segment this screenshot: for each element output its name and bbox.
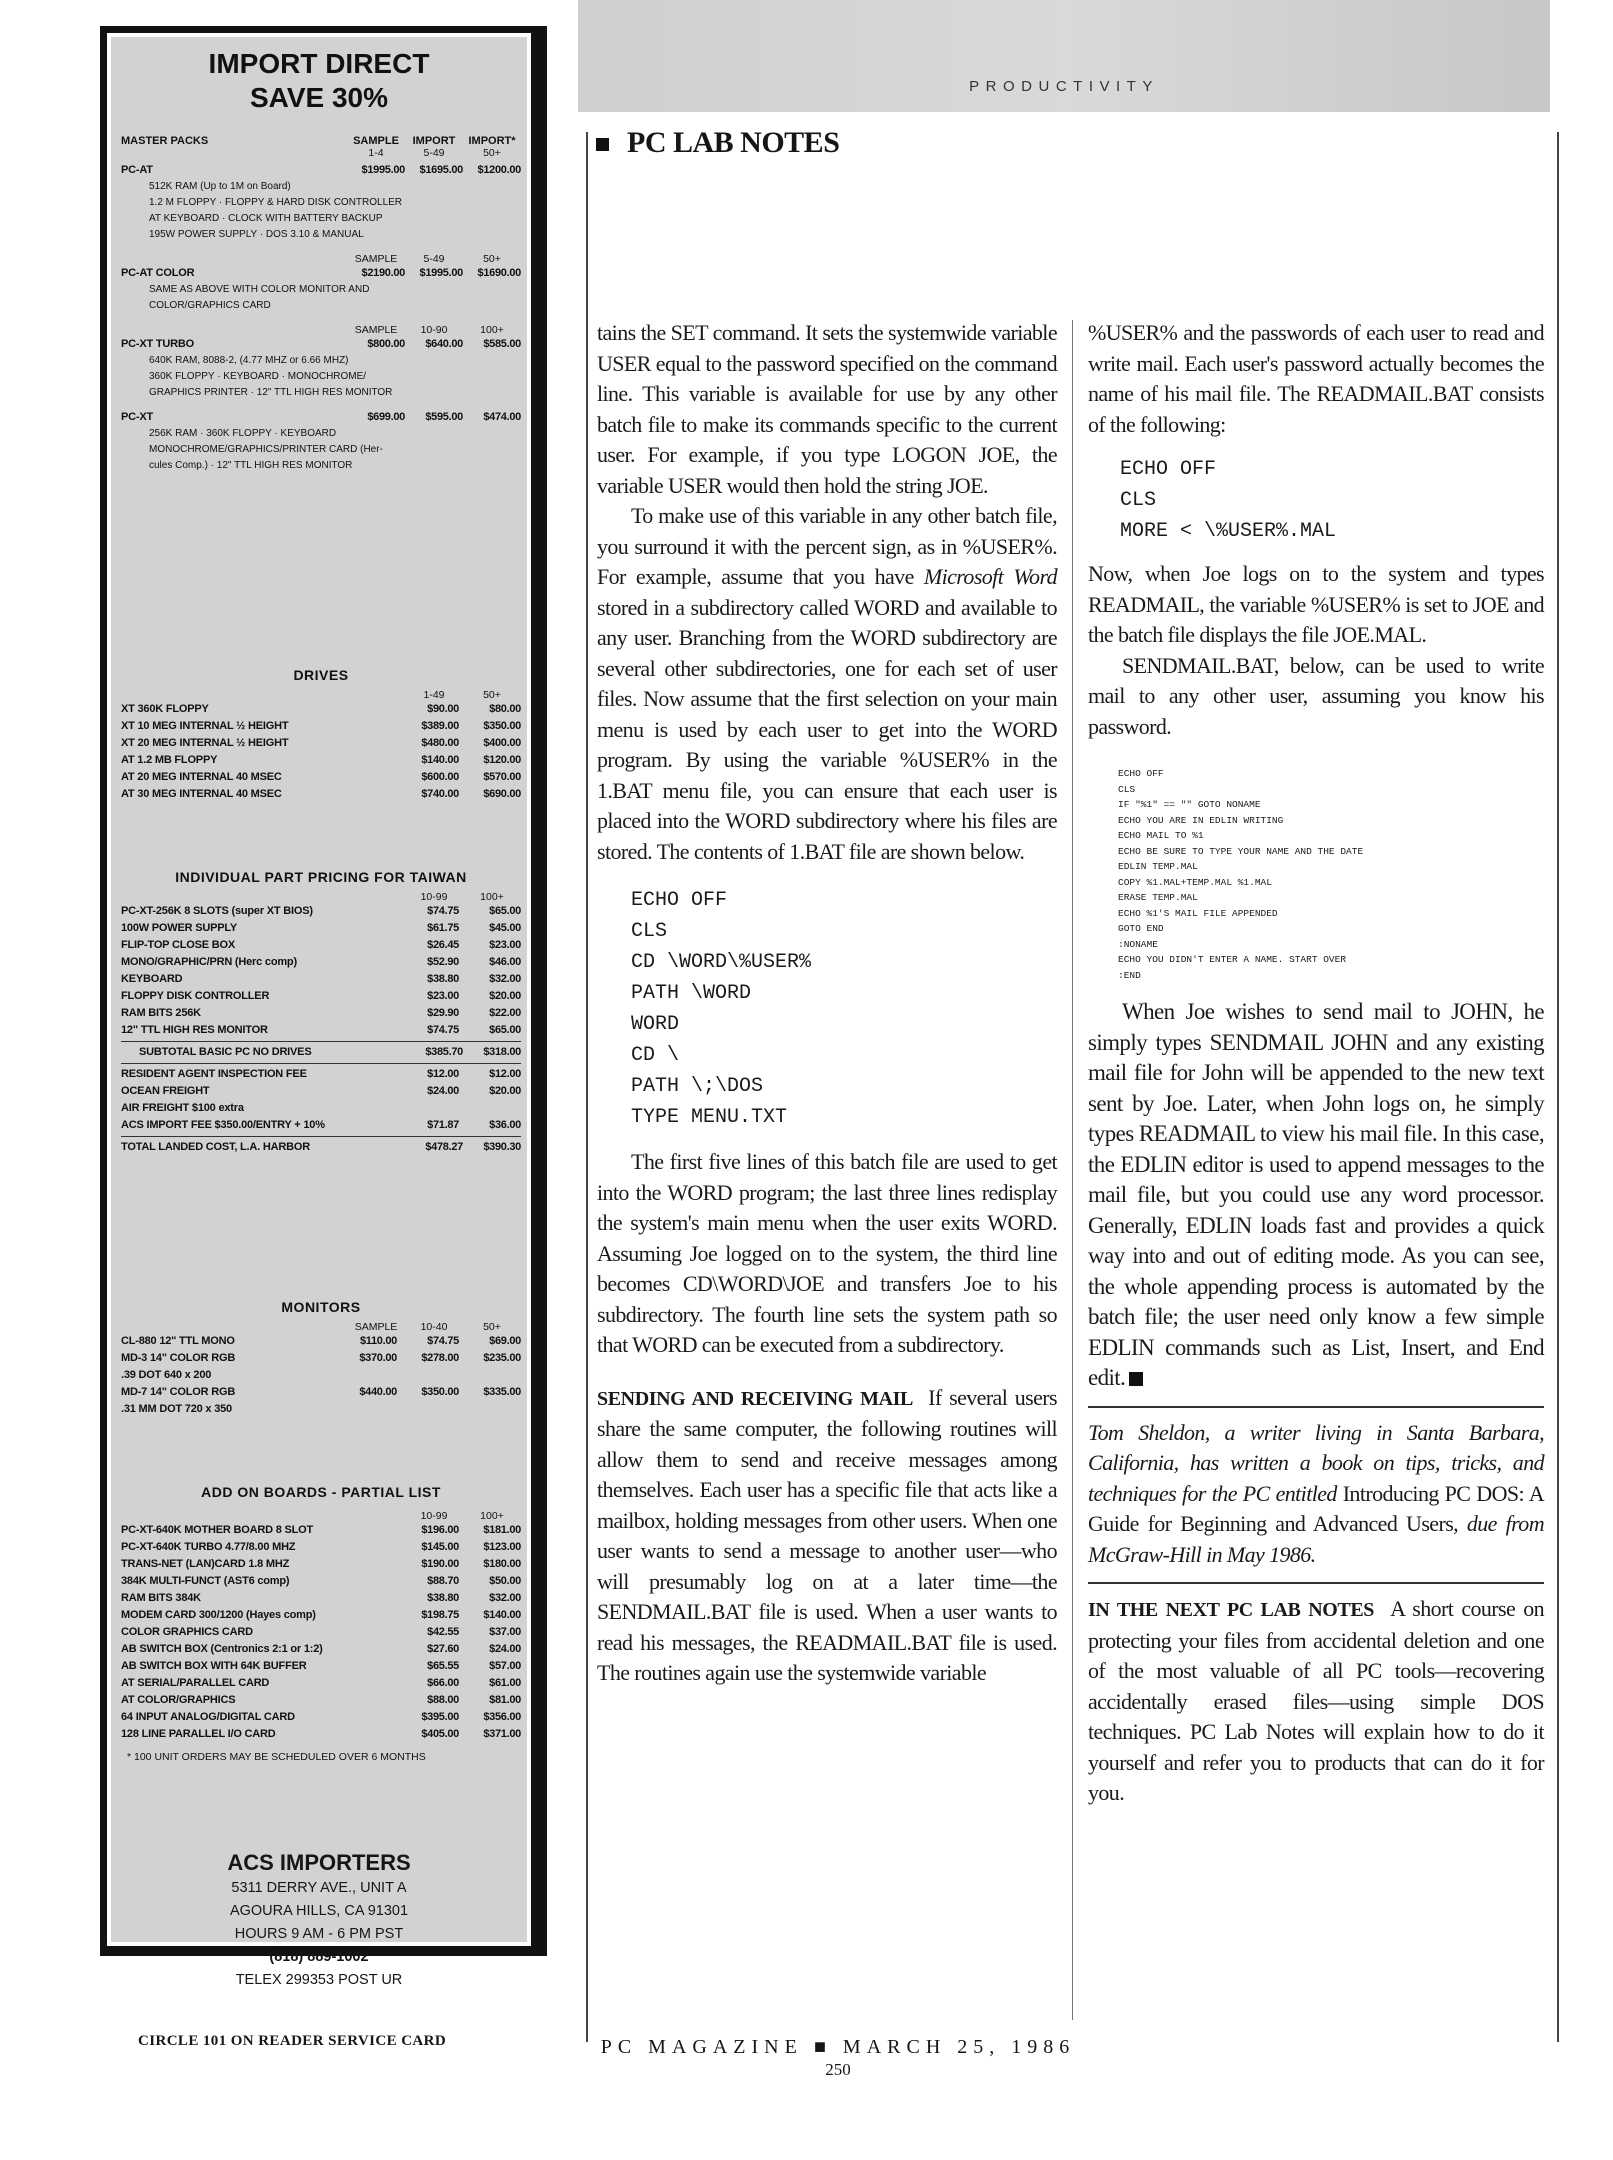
price: $318.00 xyxy=(483,1046,521,1058)
price-row xyxy=(121,1333,521,1350)
item-name: TRANS-NET (LAN)CARD 1.8 MHZ xyxy=(121,1558,290,1570)
end-mark-icon xyxy=(1129,1372,1143,1386)
paragraph: tains the SET command. It sets the systemwide variable USER equal to the password specified on the command line. This variable is available for use by any other batch file to make its commands specific to the current user. For example, if you type LOGON JOE, the variable USER would then hold the string JOE. xyxy=(597,320,1057,498)
qty-col2: 5-49 xyxy=(423,147,445,159)
qty-header xyxy=(121,324,521,336)
product-desc: 512K RAM (Up to 1M on Board) xyxy=(149,181,291,192)
item-name: XT 20 MEG INTERNAL ½ HEIGHT xyxy=(121,737,289,749)
price: $42.55 xyxy=(427,1626,459,1638)
price: $20.00 xyxy=(489,1085,521,1097)
price-row xyxy=(121,1522,521,1539)
price: $38.80 xyxy=(427,1592,459,1604)
price: $235.00 xyxy=(483,1352,521,1364)
header-label: MASTER PACKS xyxy=(121,135,209,147)
price-row xyxy=(121,718,521,735)
qty-col2: 10-90 xyxy=(420,324,448,336)
item-name: MD-3 14" COLOR RGB xyxy=(121,1352,236,1364)
item-name: KEYBOARD xyxy=(121,973,183,985)
price-row xyxy=(121,1692,521,1709)
drives-qty xyxy=(121,689,521,701)
qty-col1: SAMPLE xyxy=(354,324,398,336)
qty-col1: 1-4 xyxy=(368,147,384,159)
price: $1995.00 xyxy=(361,164,405,176)
item-name: AT 1.2 MB FLOPPY xyxy=(121,754,218,766)
item-name: AT 30 MEG INTERNAL 40 MSEC xyxy=(121,788,282,800)
price-row xyxy=(121,1607,521,1624)
price: $74.75 xyxy=(427,1024,459,1036)
price: $120.00 xyxy=(483,754,521,766)
product-desc: cules Comp.) · 12" TTL HIGH RES MONITOR xyxy=(149,460,353,471)
price-row xyxy=(121,1624,521,1641)
company-name: ACS IMPORTERS xyxy=(227,1850,411,1875)
product-row xyxy=(121,409,521,426)
subtotal-label: SUBTOTAL BASIC PC NO DRIVES xyxy=(139,1046,312,1058)
price: $36.00 xyxy=(489,1119,521,1131)
addon-title: ADD ON BOARDS - PARTIAL LIST xyxy=(201,1484,441,1500)
company-city: AGOURA HILLS, CA 91301 xyxy=(229,1903,409,1919)
text-run: stored in a subdirectory called WORD and available to any user. Branching from the WORD subdirectory are several other subdirectories, one for each set of user files. Now assume that the first selection on your main menu is used by each user to get into the WORD program. By using the variable %USER% in the 1.BAT menu file, you can ensure that each user is placed into the WORD subdirectory where his files are stored. The contents of 1.BAT file are shown below. xyxy=(597,594,1057,864)
product-desc: COLOR/GRAPHICS CARD xyxy=(149,300,271,311)
reader-service-note: CIRCLE 101 ON READER SERVICE CARD xyxy=(138,2033,447,2049)
price: $440.00 xyxy=(359,1386,397,1398)
qty-col2: 50+ xyxy=(483,689,501,701)
price-row xyxy=(121,988,521,1005)
price: $385.70 xyxy=(425,1046,463,1058)
item-name: 64 INPUT ANALOG/DIGITAL CARD xyxy=(121,1711,295,1723)
price: $1200.00 xyxy=(477,164,521,176)
taiwan-title: INDIVIDUAL PART PRICING FOR TAIWAN xyxy=(175,869,467,885)
qty-col1: 10-99 xyxy=(420,891,448,903)
product-row xyxy=(121,265,521,282)
product-desc: 360K FLOPPY · KEYBOARD · MONOCHROME/ xyxy=(149,371,367,382)
paragraph: %USER% and the passwords of each user to read and write mail. Each user's password actually becomes the name of his mail file. The READMAIL.BAT consists of the following: xyxy=(1088,320,1544,437)
qty-col1: 10-99 xyxy=(420,1510,448,1522)
item-name: AIR FREIGHT $100 extra xyxy=(121,1102,244,1114)
header-col2: IMPORT xyxy=(412,135,456,147)
text-run: When Joe wishes to send mail to JOHN, he simply types SENDMAIL JOHN and any existing mail file for John will be appended to the new text sent by Joe. Later, when John logs on, he simply types READMAIL to view his mail file. In this case, the EDLIN editor is used to append messages to the mail file, but you could use any word processor. Generally, EDLIN loads fast and provides a quick way into and out of editing mode. As you can see, the whole appending process is automated by the batch file; the user need only know a few simple EDLIN commands such as List, Insert, and End edit. xyxy=(1088,999,1544,1390)
price: $740.00 xyxy=(421,788,459,800)
price-row xyxy=(121,1022,521,1039)
item-name: ACS IMPORT FEE $350.00/ENTRY + 10% xyxy=(121,1119,325,1131)
paragraph xyxy=(1088,997,1544,1394)
price: $595.00 xyxy=(425,411,463,423)
price: $390.30 xyxy=(483,1141,521,1153)
price: $600.00 xyxy=(421,771,459,783)
price-row xyxy=(121,1117,521,1134)
price: $335.00 xyxy=(483,1386,521,1398)
item-name: MD-7 14" COLOR RGB xyxy=(121,1386,236,1398)
item-name: FLIP-TOP CLOSE BOX xyxy=(121,939,235,951)
price: $350.00 xyxy=(421,1386,459,1398)
price-row xyxy=(121,786,521,803)
item-name: AT 20 MEG INTERNAL 40 MSEC xyxy=(121,771,282,783)
price-row xyxy=(121,1641,521,1658)
article-column-1 xyxy=(597,318,1057,1689)
item-name: PC-XT-640K TURBO 4.77/8.00 MHZ xyxy=(121,1541,296,1553)
qty-col1: SAMPLE xyxy=(354,253,398,265)
item-name: 12" TTL HIGH RES MONITOR xyxy=(121,1024,268,1036)
product-row xyxy=(121,162,521,179)
product-name: PC-AT COLOR xyxy=(121,267,195,279)
price: $585.00 xyxy=(483,338,521,350)
fees-list xyxy=(121,1066,521,1134)
item-name: CL-880 12" TTL MONO xyxy=(121,1335,235,1347)
price: $395.00 xyxy=(421,1711,459,1723)
magazine-footer: PC MAGAZINE ■ MARCH 25, 1986 xyxy=(600,2036,1076,2058)
item-name: FLOPPY DISK CONTROLLER xyxy=(121,990,270,1002)
qty-col2: 100+ xyxy=(480,891,504,903)
qty-col1: 1-49 xyxy=(423,689,445,701)
price-row xyxy=(121,971,521,988)
text-run: To make use of this variable in any other batch file, you surround it with the percent sign, as in %USER%. For example, assume that you have xyxy=(597,503,1057,589)
price-row xyxy=(121,1590,521,1607)
header-col3: IMPORT* xyxy=(468,135,516,147)
monitors-title: MONITORS xyxy=(281,1299,361,1315)
paragraph: Now, when Joe logs on to the system and types READMAIL, the variable %USER% is set to JOE and the batch file displays the file JOE.MAL. xyxy=(1088,561,1544,647)
company-phone: (818) 889-1002 xyxy=(269,1949,369,1965)
price: $32.00 xyxy=(489,1592,521,1604)
price-row xyxy=(121,1367,521,1384)
article-column-2 xyxy=(1088,318,1544,1809)
product-desc: 195W POWER SUPPLY · DOS 3.10 & MANUAL xyxy=(149,229,364,240)
item-name: XT 10 MEG INTERNAL ½ HEIGHT xyxy=(121,720,289,732)
price: $65.00 xyxy=(489,905,521,917)
price-row xyxy=(121,1726,521,1743)
price: $140.00 xyxy=(421,754,459,766)
price: $88.00 xyxy=(427,1694,459,1706)
price: $74.75 xyxy=(427,905,459,917)
price: $400.00 xyxy=(483,737,521,749)
monitors-list xyxy=(121,1333,521,1418)
item-name: AB SWITCH BOX WITH 64K BUFFER xyxy=(121,1660,307,1672)
total-label: TOTAL LANDED COST, L.A. HARBOR xyxy=(121,1141,310,1153)
product-name: PC-AT xyxy=(121,164,153,176)
company-address: 5311 DERRY AVE., UNIT A xyxy=(231,1880,407,1896)
price: $640.00 xyxy=(425,338,463,350)
price: $88.70 xyxy=(427,1575,459,1587)
product-desc: AT KEYBOARD · CLOCK WITH BATTERY BACKUP xyxy=(149,213,383,224)
price: $181.00 xyxy=(483,1524,521,1536)
item-name: .31 MM DOT 720 x 350 xyxy=(121,1403,232,1415)
price: $480.00 xyxy=(421,737,459,749)
item-name: OCEAN FREIGHT xyxy=(121,1085,210,1097)
price-row xyxy=(121,1384,521,1401)
total-row xyxy=(121,1139,521,1156)
product-desc: 1.2 M FLOPPY · FLOPPY & HARD DISK CONTROLLER xyxy=(149,197,403,208)
product-desc: SAME AS ABOVE WITH COLOR MONITOR AND xyxy=(149,284,370,295)
price: $69.00 xyxy=(489,1335,521,1347)
author-bio xyxy=(1088,1418,1544,1571)
page-number: 250 xyxy=(825,2060,851,2079)
price: $12.00 xyxy=(427,1068,459,1080)
price: $356.00 xyxy=(483,1711,521,1723)
left-rule xyxy=(586,132,588,2042)
price: $38.80 xyxy=(427,973,459,985)
price: $190.00 xyxy=(421,1558,459,1570)
price: $61.00 xyxy=(489,1677,521,1689)
item-name: AB SWITCH BOX (Centronics 2:1 or 1:2) xyxy=(121,1643,323,1655)
product-desc: 256K RAM · 360K FLOPPY · KEYBOARD xyxy=(149,428,337,439)
drives-list xyxy=(121,701,521,803)
code-listing-readmail: ECHO OFF CLS MORE < \%USER%.MAL xyxy=(1120,458,1337,543)
price: $1995.00 xyxy=(419,267,463,279)
price: $570.00 xyxy=(483,771,521,783)
qty-col2: 5-49 xyxy=(423,253,445,265)
price-row xyxy=(121,903,521,920)
price: $81.00 xyxy=(489,1694,521,1706)
price-row xyxy=(121,1658,521,1675)
item-name: 128 LINE PARALLEL I/O CARD xyxy=(121,1728,276,1740)
monitors-section xyxy=(121,1299,521,1418)
price: $2190.00 xyxy=(361,267,405,279)
product-name: PC-XT TURBO xyxy=(121,338,194,350)
price-row xyxy=(121,752,521,769)
column-rule xyxy=(1072,320,1073,2020)
price-row xyxy=(121,1401,521,1418)
drives-section xyxy=(121,667,521,803)
price: $474.00 xyxy=(483,411,521,423)
price: $1690.00 xyxy=(477,267,521,279)
item-name: MODEM CARD 300/1200 (Hayes comp) xyxy=(121,1609,316,1621)
price: $65.00 xyxy=(489,1024,521,1036)
price: $140.00 xyxy=(483,1609,521,1621)
qty-col3: 50+ xyxy=(483,1321,501,1333)
text-run: If several users share the same computer, the following routines will allow them to send and receive messages among themselves. Each user has a specific file that acts like a mailbox, holding messages from other users. When one user wants to send a message to another user—who will presumably log on at a later time—the SENDMAIL.BAT file is used. When a user wants to read his messages, the READMAIL.BAT file is used. The routines again use the systemwide variable xyxy=(597,1384,1057,1685)
taiwan-qty xyxy=(121,891,521,903)
product-row xyxy=(121,336,521,353)
price: $20.00 xyxy=(489,990,521,1002)
text-run: Tom Sheldon, a writer living in Santa Barbara, California, has written a book on tips, tricks, and techniques for the PC entitled xyxy=(1088,1419,1544,1506)
qty-col3: 50+ xyxy=(483,147,501,159)
price: $57.00 xyxy=(489,1660,521,1672)
subtotal-row xyxy=(121,1044,521,1061)
item-name: MONO/GRAPHIC/PRN (Herc comp) xyxy=(121,956,297,968)
item-name: RESIDENT AGENT INSPECTION FEE xyxy=(121,1068,307,1080)
item-name: XT 360K FLOPPY xyxy=(121,703,209,715)
price: $370.00 xyxy=(359,1352,397,1364)
section-banner xyxy=(578,0,1550,112)
item-name: COLOR GRAPHICS CARD xyxy=(121,1626,253,1638)
price: $80.00 xyxy=(489,703,521,715)
product-desc: 640K RAM, 8088-2, (4.77 MHZ or 6.66 MHZ) xyxy=(149,355,349,366)
order-note: * 100 UNIT ORDERS MAY BE SCHEDULED OVER 6 MONTHS xyxy=(127,1751,426,1763)
master-packs-qty xyxy=(121,147,521,159)
title-bullet-icon xyxy=(596,138,609,151)
price: $45.00 xyxy=(489,922,521,934)
price: $52.90 xyxy=(427,956,459,968)
price-row xyxy=(121,954,521,971)
text-run: A short course on protecting your files from accidental deletion and one of the most valuable of all PC tools—recovering accidentally erased files—using simple DOS techniques. PC Lab Notes will explain how to do it yourself and refer you to products that can do it for you. xyxy=(1088,1596,1544,1805)
price: $180.00 xyxy=(483,1558,521,1570)
price-row xyxy=(121,1573,521,1590)
company-telex: TELEX 299353 POST UR xyxy=(235,1972,403,1988)
taiwan-list xyxy=(121,903,521,1039)
qty-header xyxy=(121,253,521,265)
price: $690.00 xyxy=(483,788,521,800)
item-name: RAM BITS 256K xyxy=(121,1007,201,1019)
price-row xyxy=(121,735,521,752)
price-row xyxy=(121,1350,521,1367)
price: $23.00 xyxy=(427,990,459,1002)
addon-section xyxy=(121,1484,521,1763)
item-name: 100W POWER SUPPLY xyxy=(121,922,238,934)
item-name: AT COLOR/GRAPHICS xyxy=(121,1694,236,1706)
item-name: RAM BITS 384K xyxy=(121,1592,201,1604)
company-hours: HOURS 9 AM - 6 PM PST xyxy=(234,1926,404,1942)
price-row xyxy=(121,1709,521,1726)
drives-title: DRIVES xyxy=(293,667,349,683)
price: $110.00 xyxy=(359,1335,397,1347)
import-direct-advertisement xyxy=(100,26,547,1988)
price-row xyxy=(121,701,521,718)
price-row xyxy=(121,1005,521,1022)
price: $50.00 xyxy=(489,1575,521,1587)
price: $12.00 xyxy=(489,1068,521,1080)
qty-col1: SAMPLE xyxy=(354,1321,398,1333)
master-packs-section xyxy=(121,135,521,474)
price: $123.00 xyxy=(483,1541,521,1553)
code-listing-sendmail: ECHO OFF CLS IF "%1" == "" GOTO NONAME ECHO YOU ARE IN EDLIN WRITING ECHO MAIL TO %1 ECHO BE SURE TO TYPE YOUR NAME AND THE DATE EDLIN TEMP.MAL COPY %1.MAL+TEMP.MAL %1.MAL ERASE TEMP.MAL ECHO %1'S MAIL FILE APPENDED GOTO END :NONAME ECHO YOU DIDN'T ENTER A NAME. START OVER :END xyxy=(1118,768,1364,981)
item-name: 384K MULTI-FUNCT (AST6 comp) xyxy=(121,1575,290,1587)
qty-col3: 100+ xyxy=(480,324,504,336)
ad-title xyxy=(111,47,527,115)
price: $26.45 xyxy=(427,939,459,951)
price-row xyxy=(121,937,521,954)
price: $37.00 xyxy=(489,1626,521,1638)
book-title: Introducing PC DOS: A Guide for Beginning and Advanced Users, xyxy=(1088,1480,1544,1536)
price: $278.00 xyxy=(421,1352,459,1364)
price-row xyxy=(121,1675,521,1692)
price: $145.00 xyxy=(421,1541,459,1553)
price-row xyxy=(121,1083,521,1100)
price: $90.00 xyxy=(427,703,459,715)
price: $71.87 xyxy=(427,1119,459,1131)
company-block xyxy=(111,1849,527,1992)
qty-col3: 50+ xyxy=(483,253,501,265)
price: $478.27 xyxy=(425,1141,463,1153)
price: $29.90 xyxy=(427,1007,459,1019)
item-name: PC-XT-256K 8 SLOTS (super XT BIOS) xyxy=(121,905,313,917)
price: $800.00 xyxy=(367,338,405,350)
price-row xyxy=(121,920,521,937)
taiwan-section xyxy=(121,869,521,1156)
item-name: PC-XT-640K MOTHER BOARD 8 SLOT xyxy=(121,1524,314,1536)
price: $23.00 xyxy=(489,939,521,951)
header-col1: SAMPLE xyxy=(353,135,399,147)
subheading: SENDING AND RECEIVING MAIL xyxy=(597,1387,913,1410)
price: $196.00 xyxy=(421,1524,459,1536)
item-name: AT SERIAL/PARALLEL CARD xyxy=(121,1677,270,1689)
ad-title-line2: SAVE 30% xyxy=(250,82,388,113)
paragraph: SENDMAIL.BAT, below, can be used to write mail to any other user, assuming you know his password. xyxy=(1088,652,1544,739)
subheading: IN THE NEXT PC LAB NOTES xyxy=(1088,1599,1375,1621)
price: $66.00 xyxy=(427,1677,459,1689)
master-packs-header xyxy=(121,135,521,147)
price: $350.00 xyxy=(483,720,521,732)
price: $389.00 xyxy=(421,720,459,732)
paragraph: The first five lines of this batch file are used to get into the WORD program; the last three lines redisplay the system's main menu when the user exits WORD. Assuming Joe logged on to the system, the third line becomes CD\WORD\JOE and transfers Joe to his subdirectory. The fourth line sets the system path so that WORD can be executed from a subdirectory. xyxy=(597,1149,1057,1357)
next-issue-note xyxy=(1088,1594,1544,1809)
price: $405.00 xyxy=(421,1728,459,1740)
price-row xyxy=(121,1556,521,1573)
price-row xyxy=(121,769,521,786)
price: $27.60 xyxy=(427,1643,459,1655)
ad-panel xyxy=(111,37,527,1988)
addon-list xyxy=(121,1522,521,1743)
price-row xyxy=(121,1539,521,1556)
monitors-qty xyxy=(121,1321,521,1333)
price: $61.75 xyxy=(427,922,459,934)
product-name: PC-XT xyxy=(121,411,154,423)
price: $24.00 xyxy=(427,1085,459,1097)
price: $1695.00 xyxy=(419,164,463,176)
product-desc: GRAPHICS PRINTER · 12" TTL HIGH RES MONITOR xyxy=(149,387,393,398)
item-name: .39 DOT 640 x 200 xyxy=(121,1369,212,1381)
price: $371.00 xyxy=(483,1728,521,1740)
qty-col2: 100+ xyxy=(480,1510,504,1522)
ad-title-line1: IMPORT DIRECT xyxy=(208,48,430,79)
section-label: PRODUCTIVITY xyxy=(969,78,1159,95)
qty-col2: 10-40 xyxy=(420,1321,448,1333)
price: $65.55 xyxy=(427,1660,459,1672)
addon-qty xyxy=(121,1510,521,1522)
price: $46.00 xyxy=(489,956,521,968)
product-desc: MONOCHROME/GRAPHICS/PRINTER CARD (Her- xyxy=(149,444,383,455)
price: $74.75 xyxy=(427,1335,459,1347)
price: $198.75 xyxy=(421,1609,459,1621)
right-rule xyxy=(1557,132,1559,2042)
price: $699.00 xyxy=(367,411,405,423)
price-row xyxy=(121,1066,521,1083)
text-run: due from McGraw-Hill in May 1986. xyxy=(1088,1511,1544,1567)
price-row xyxy=(121,1100,521,1117)
page-title: PC LAB NOTES xyxy=(627,126,840,159)
price: $22.00 xyxy=(489,1007,521,1019)
price: $32.00 xyxy=(489,973,521,985)
code-listing-1bat: ECHO OFF CLS CD \WORD\%USER% PATH \WORD WORD CD \ PATH \;\DOS TYPE MENU.TXT xyxy=(631,889,812,1129)
price: $24.00 xyxy=(489,1643,521,1655)
paragraph xyxy=(597,501,1057,867)
italic-run: Microsoft Word xyxy=(923,564,1057,589)
